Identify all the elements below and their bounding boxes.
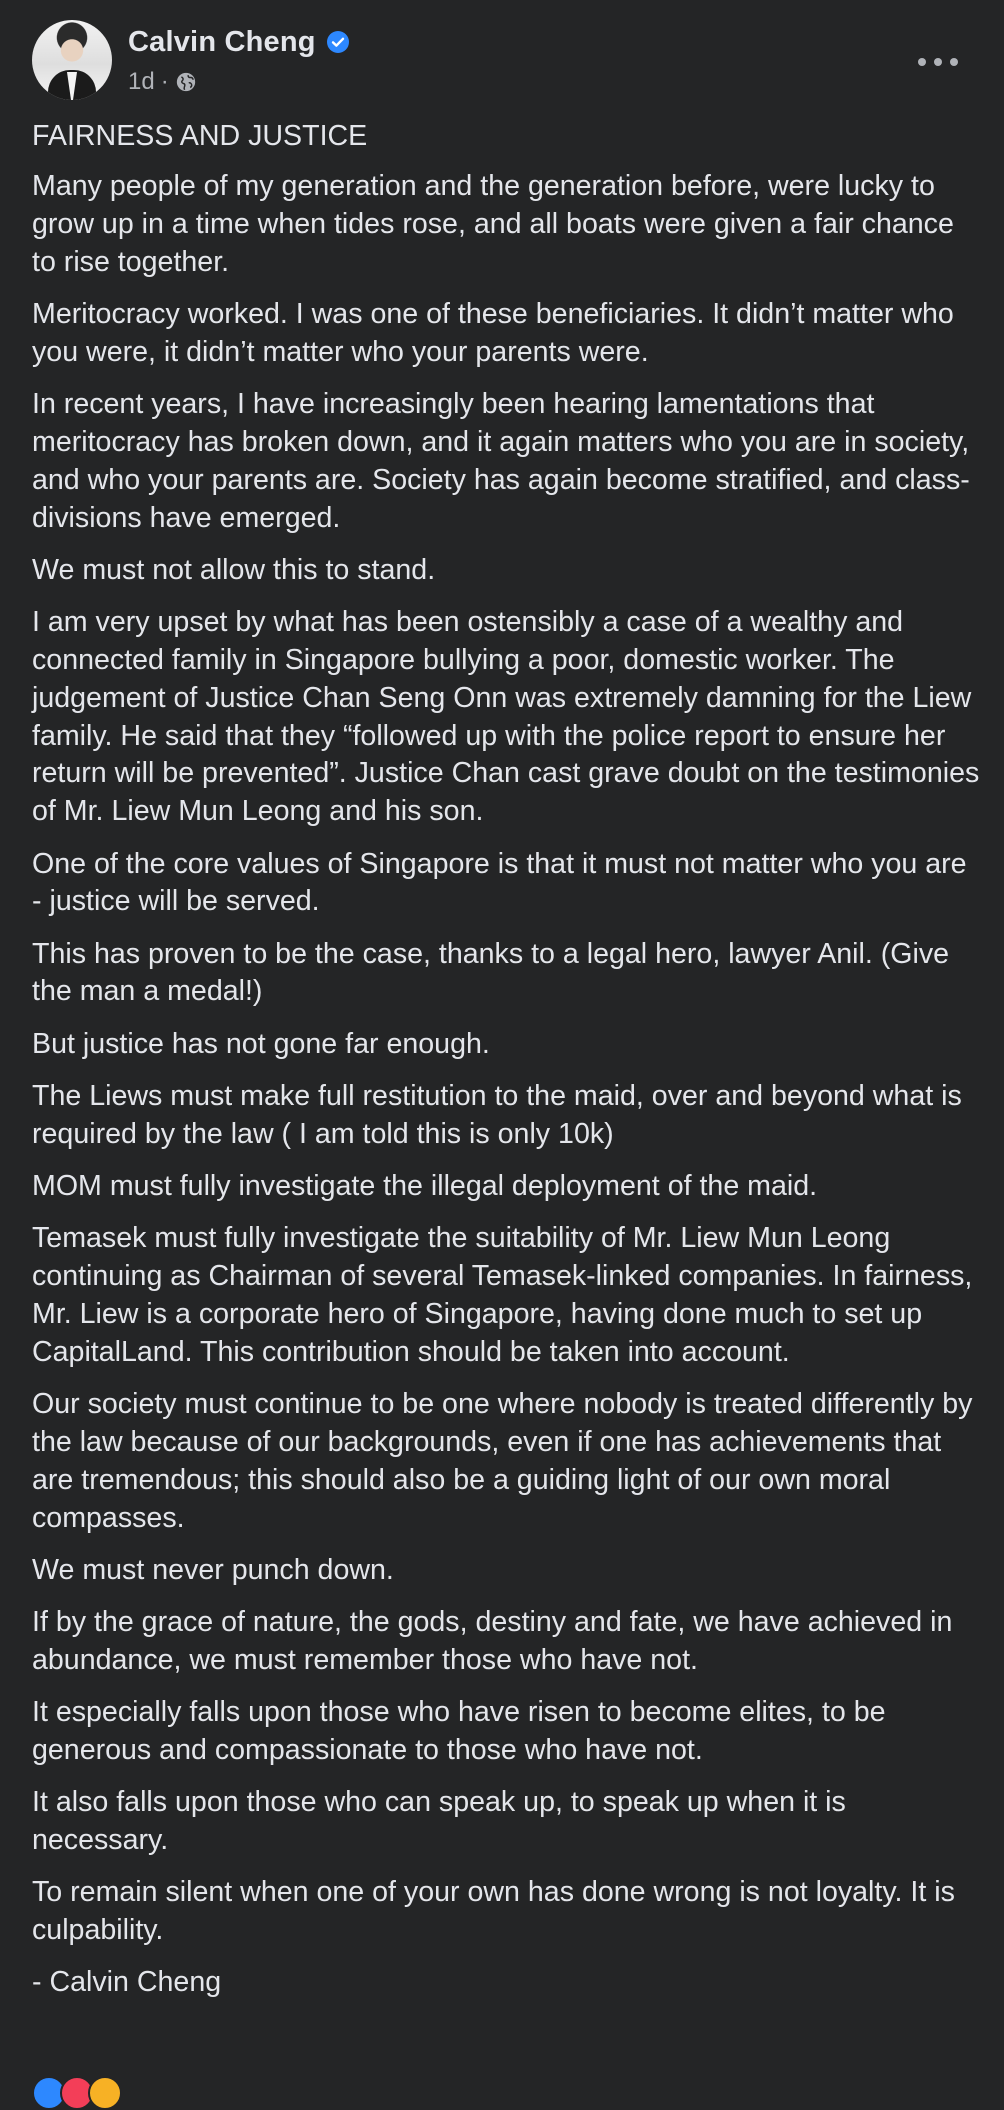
post-signature: - Calvin Cheng: [32, 1966, 222, 1999]
meta-separator: ·: [160, 68, 169, 95]
more-dot: [950, 58, 958, 66]
verified-badge-icon: [326, 30, 350, 54]
more-options-icon[interactable]: [918, 52, 958, 72]
post-body: [32, 118, 982, 2017]
reaction-icons[interactable]: [32, 2076, 116, 2096]
post-paragraph: But justice has not gone far enough.: [32, 1027, 490, 1060]
post-timestamp[interactable]: 1d: [128, 68, 155, 95]
post-paragraph: This has proven to be the case, thanks to a legal hero, lawyer Anil. (Give the man a medal!): [32, 937, 950, 1008]
author-name[interactable]: Calvin Cheng: [128, 25, 316, 58]
post-paragraph: Our society must continue to be one where nobody is treated differently by the law because of our backgrounds, even if one has achievements that are tremendous; this should also be a guiding light of our own moral compasses.: [32, 1388, 973, 1534]
post-paragraph: We must never punch down.: [32, 1553, 394, 1586]
post-meta: [128, 68, 197, 96]
globe-icon[interactable]: [175, 71, 197, 93]
post-paragraph: It also falls upon those who can speak up, to speak up when it is necessary.: [32, 1786, 846, 1857]
post-paragraph: One of the core values of Singapore is that it must not matter who you are - justice will be served.: [32, 847, 967, 918]
more-dot: [934, 58, 942, 66]
avatar[interactable]: [32, 20, 112, 100]
care-icon: [88, 2076, 122, 2110]
author-line: [128, 24, 350, 60]
post-paragraph: We must not allow this to stand.: [32, 553, 436, 586]
post-paragraph: The Liews must make full restitution to the maid, over and beyond what is required by the law ( I am told this is only 10k): [32, 1080, 962, 1150]
post-paragraph: It especially falls upon those who have risen to become elites, to be generous and compassionate to those who have not.: [32, 1696, 886, 1766]
more-dot: [918, 58, 926, 66]
post-paragraph: In recent years, I have increasingly been hearing lamentations that meritocracy has broken down, and it again matters who you are in society, and who your parents are. Society has again become stratified, and class-divisions have emerged.: [32, 388, 970, 534]
post-paragraph: Many people of my generation and the generation before, were lucky to grow up in a time when tides rose, and all boats were given a fair chance to rise together.: [32, 170, 954, 278]
post-paragraph: I am very upset by what has been ostensibly a case of a wealthy and connected family in Singapore bullying a poor, domestic worker. The judgement of Justice Chan Seng Onn was extremely damning for the Liew family. He said that they “followed up with the police report to ensure her return will be prevented”. Justice Chan cast grave doubt on the testimonies of Mr. Liew Mun Leong and his son.: [32, 606, 980, 828]
post-paragraph: To remain silent when one of your own has done wrong is not loyalty. It is culpability.: [32, 1876, 955, 1947]
post-title: FAIRNESS AND JUSTICE: [32, 120, 368, 152]
post-paragraph: If by the grace of nature, the gods, destiny and fate, we have achieved in abundance, we must remember those who have not.: [32, 1606, 953, 1676]
post-paragraph: Temasek must fully investigate the suitability of Mr. Liew Mun Leong continuing as Chairman of several Temasek-linked companies. In fairness, Mr. Liew is a corporate hero of Singapore, having done much to set up CapitalLand. This contribution should be taken into account.: [32, 1222, 973, 1368]
post-paragraph: MOM must fully investigate the illegal deployment of the maid.: [32, 1170, 818, 1203]
post-paragraph: Meritocracy worked. I was one of these beneficiaries. It didn’t matter who you were, it didn’t matter who your parents were.: [32, 298, 954, 368]
post-header: [32, 20, 972, 102]
